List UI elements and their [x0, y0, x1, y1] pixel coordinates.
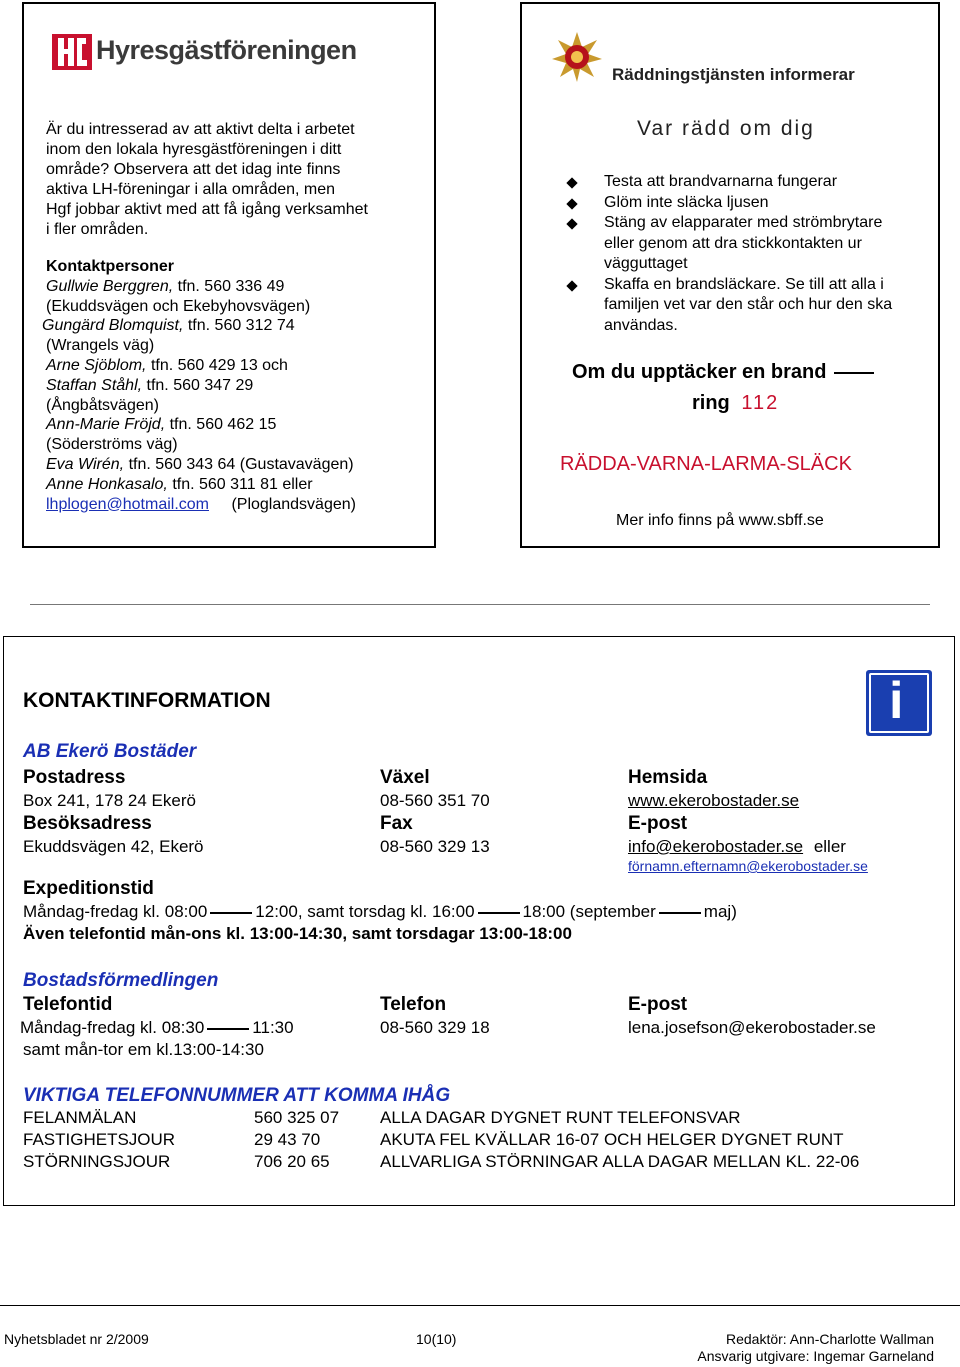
fire-discovery-text: Om du upptäcker en brand [572, 361, 827, 383]
safety-tip-text: Stäng av elapparater med strömbrytare [604, 214, 883, 231]
telefontid-text: Måndag-fredag kl. 08:30 [20, 1018, 205, 1037]
important-name: FELANMÄLAN [23, 1108, 137, 1127]
important-note: AKUTA FEL KVÄLLAR 16-07 OCH HELGER DYGNET RUNT [380, 1130, 844, 1149]
safety-tip [568, 193, 928, 214]
safety-tip [568, 172, 928, 193]
safety-tip-text: vägguttaget [604, 255, 688, 272]
telefontid-value-2: samt mån-tor em kl.13:00-14:30 [23, 1040, 264, 1059]
email-link-personal[interactable]: förnamn.efternamn@ekerobostader.se [628, 858, 868, 874]
safety-tip-text: eller genom att dra stickkontakten ur [604, 234, 862, 252]
fax-value: 08-560 329 13 [380, 837, 490, 856]
epost-label: E-post [628, 813, 688, 834]
logo-mark-icon [52, 32, 92, 72]
contact-phone: tfn. 560 336 49 [177, 277, 285, 295]
dash-rule [210, 912, 252, 914]
vaxel-label: Växel [380, 767, 430, 788]
contact-email-link[interactable]: lhplogen@hotmail.com [46, 495, 209, 513]
contact-phone: tfn. 560 462 15 [169, 416, 277, 434]
footer-publisher: Ansvarig utgivare: Ingemar Garneland [697, 1348, 934, 1364]
housing-agency-heading: Bostadsförmedlingen [23, 970, 219, 991]
contact-heading: KONTAKTINFORMATION [23, 689, 271, 712]
important-number: 29 43 70 [254, 1130, 321, 1149]
safety-tip-text: Glöm inte släcka ljusen [604, 193, 769, 211]
footer-editor: Redaktör: Ann-Charlotte Wallman [725, 1331, 934, 1347]
contact-area: (Ångbåtsvägen) [46, 396, 159, 414]
contact-person [46, 415, 356, 435]
intro-line: i fler områden. [46, 221, 149, 238]
important-note: ALLA DAGAR DYGNET RUNT TELEFONSVAR [380, 1108, 741, 1127]
contact-name: Gullwie Berggren, [46, 277, 174, 295]
intro-line: område? Observera att det idag inte finns [46, 161, 341, 178]
contact-phone: tfn. 560 311 81 eller [172, 475, 313, 493]
emergency-number: 112 [741, 392, 780, 414]
fire-safety-title: Var rädd om dig [637, 117, 815, 140]
contact-person [46, 277, 356, 297]
contact-person [46, 356, 356, 376]
contact-person [46, 475, 356, 495]
contact-name: Ann-Marie Fröjd, [46, 416, 166, 434]
expedition-text: 18:00 (september [522, 902, 656, 921]
contact-name: Anne Honkasalo, [46, 475, 168, 493]
more-info-text: Mer info finns på www.sbff.se [616, 512, 824, 529]
important-number: 560 325 07 [254, 1108, 340, 1127]
expedition-text: maj) [703, 902, 737, 921]
telefontid-value [20, 1018, 294, 1038]
ring-label: ring [692, 392, 730, 414]
fire-safety-box [520, 2, 940, 548]
dash-rule [834, 372, 874, 374]
fire-service-emblem-icon [552, 32, 602, 82]
intro-line: inom den lokala hyresgästföreningen i ditt [46, 141, 342, 158]
important-number: 706 20 65 [254, 1152, 330, 1171]
contact-name: Eva Wirén, [46, 455, 125, 473]
contact-phone: tfn. 560 347 29 [146, 376, 254, 394]
telefon-value: 08-560 329 18 [380, 1018, 490, 1037]
info-icon [866, 670, 932, 736]
expedition-hours [23, 902, 737, 922]
safety-tip-text: familjen vet var den står och hur den ska [604, 296, 893, 313]
telefon-label: Telefon [380, 994, 447, 1015]
postadress-label: Postadress [23, 767, 126, 788]
fire-slogan: RÄDDA-VARNA-LARMA-SLÄCK [560, 453, 852, 475]
vaxel-value: 08-560 351 70 [380, 791, 490, 810]
expedition-label: Expeditionstid [23, 878, 154, 899]
fire-service-header: Räddningstjänsten informerar [612, 65, 855, 84]
expedition-text: Måndag-fredag kl. 08:00 [23, 902, 208, 921]
company-name: AB Ekerö Bostäder [23, 741, 197, 762]
postadress-value: Box 241, 178 24 Ekerö [23, 791, 196, 810]
dash-rule [478, 912, 520, 914]
contact-info-box [3, 636, 955, 1206]
contact-name: Gungärd Blomquist, [42, 317, 184, 335]
safety-tip-text: Testa att brandvarnarna fungerar [604, 173, 838, 190]
fire-discovery-line [572, 361, 877, 384]
important-numbers-heading: VIKTIGA TELEFONNUMMER ATT KOMMA IHÅG [23, 1085, 451, 1106]
telefontid-label: Telefontid [23, 994, 113, 1015]
email-link-info[interactable]: info@ekerobostader.se [628, 837, 804, 856]
epost-row [628, 836, 846, 858]
contact-name: Arne Sjöblom, [46, 356, 147, 374]
hyresgastforeningen-logo [52, 32, 382, 74]
contact-name: Staffan Ståhl, [46, 376, 143, 394]
intro-text [46, 120, 368, 240]
besoksadress-label: Besöksadress [23, 813, 152, 834]
phone-hours: Även telefontid mån-ons kl. 13:00-14:30, samt torsdagar 13:00-18:00 [23, 924, 572, 943]
footer-rule [0, 1305, 960, 1306]
contact-email-row [46, 495, 356, 515]
contact-person [42, 316, 356, 336]
important-name: FASTIGHETSJOUR [23, 1130, 176, 1149]
info-icon-letter: i [889, 672, 904, 730]
contacts-heading: Kontaktpersoner [46, 258, 175, 275]
email-or: eller [813, 837, 846, 856]
intro-line: aktiva LH-föreningar i alla områden, men [46, 181, 336, 198]
contact-area: (Söderströms väg) [46, 436, 178, 454]
safety-tip [568, 213, 928, 275]
safety-tips-list [568, 172, 928, 336]
footer-page-number: 10(10) [416, 1331, 457, 1347]
contacts-list [42, 257, 356, 514]
footer-newsletter: Nyhetsbladet nr 2/2009 [4, 1331, 149, 1347]
emergency-ring [692, 392, 779, 415]
contact-area: (Wrangels väg) [46, 337, 155, 355]
housing-epost-label: E-post [628, 994, 688, 1015]
contact-phone: tfn. 560 343 64 (Gustavavägen) [128, 455, 354, 473]
contact-person [46, 455, 356, 475]
intro-line: Hgf jobbar aktivt med att få igång verksamhet [46, 201, 368, 218]
contact-area: (Ekuddsvägen och Ekebyhovsvägen) [46, 297, 311, 315]
important-name: STÖRNINGSJOUR [23, 1152, 171, 1171]
contact-phone: tfn. 560 429 13 och [150, 356, 288, 374]
tenant-association-box [22, 2, 436, 548]
important-note: ALLVARLIGA STÖRNINGAR ALLA DAGAR MELLAN KL. 22-06 [380, 1152, 860, 1171]
contact-person [46, 376, 356, 396]
safety-tip-text: användas. [604, 316, 678, 334]
expedition-text: 12:00, samt torsdag kl. 16:00 [255, 902, 475, 921]
logo-text: Hyresgästföreningen [96, 35, 357, 65]
safety-tip-text: Skaffa en brandsläckare. Se till att alla i [604, 275, 884, 293]
dash-rule [659, 912, 701, 914]
hemsida-label: Hemsida [628, 767, 708, 788]
contact-email-area: (Ploglandsvägen) [231, 495, 356, 513]
housing-epost-value: lena.josefson@ekerobostader.se [628, 1018, 876, 1037]
telefontid-text: 11:30 [252, 1018, 294, 1037]
section-divider [30, 604, 930, 605]
contact-phone: tfn. 560 312 74 [187, 317, 295, 335]
fax-label: Fax [380, 813, 413, 834]
safety-tip [568, 275, 928, 337]
homepage-link[interactable]: www.ekerobostader.se [628, 791, 800, 810]
besoksadress-value: Ekuddsvägen 42, Ekerö [23, 837, 204, 856]
intro-line: Är du intresserad av att aktivt delta i arbetet [46, 121, 355, 138]
dash-rule [207, 1028, 249, 1030]
